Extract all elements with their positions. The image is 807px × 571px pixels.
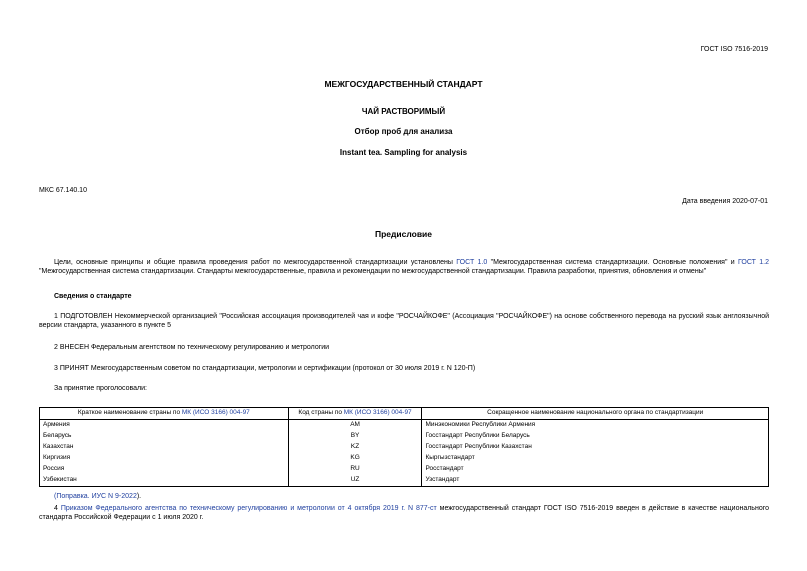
body-cell: Минэкономики Республики Армения (422, 420, 769, 432)
code-cell: KG (288, 453, 422, 464)
p1-text-c: "Межгосударственная система стандартизации. Стандарты межгосударственные, правила и рекомендации по межгосударственной стандартизации. Правила разработки, принятия, обновления и отмены" (39, 268, 707, 276)
body-cell: Госстандарт Республики Казахстан (422, 442, 769, 453)
table-row (40, 464, 769, 475)
standard-info-heading: Сведения о стандарте (54, 293, 132, 300)
preface-paragraph-adopted: 3 ПРИНЯТ Межгосударственным советом по стандартизации, метрологии и сертификации (протокол от 30 июля 2019 г. N 120-П) (54, 365, 476, 372)
amendment-note: (Поправка. ИУС N 9-2022). (54, 493, 142, 500)
mk-iso-link-1[interactable]: МК (ИСО 3166) 004-97 (181, 409, 250, 417)
code-cell: BY (288, 431, 422, 442)
col-header-body: Сокращенное наименование национального органа по стандартизации (422, 408, 769, 420)
standard-subtitle: Отбор проб для анализа (354, 127, 453, 136)
preface-paragraph-1 (39, 258, 769, 277)
table-header-row (40, 408, 769, 420)
standard-english-title: Instant tea. Sampling for analysis (339, 148, 468, 157)
code-cell: KZ (288, 442, 422, 453)
col-header-code: Код страны по МК (ИСО 3166) 004-97 (288, 408, 422, 420)
mk-iso-link-2[interactable]: МК (ИСО 3166) 004-97 (343, 409, 412, 417)
standard-type-title: МЕЖГОСУДАРСТВЕННЫЙ СТАНДАРТ (324, 79, 483, 89)
standard-name-title: ЧАЙ РАСТВОРИМЫЙ (361, 107, 446, 116)
document-id: ГОСТ ISO 7516-2019 (700, 46, 768, 53)
preface-paragraph-prepared: 1 ПОДГОТОВЛЕН Некоммерческой организацией "Российская ассоциация производителей чая и кофе "РОСЧАЙКОФЕ" (Ассоциация "РОСЧАЙКОФЕ") на основе собственного перевода на русский язык англоязычной версии стандарта, указанного в пункте 5 (39, 313, 769, 330)
p1-text-a: Цели, основные принципы и общие правила проведения работ по межгосударственной стандартизации установлены (54, 259, 457, 266)
body-cell: Росстандарт (422, 464, 769, 475)
country-cell: Казахстан (40, 442, 289, 453)
preface-paragraph-order: 4 Приказом Федерального агентства по техническому регулированию и метрологии от 4 октября 2019 г. N 877-ст межгосударственный стандарт ГОСТ ISO 7516-2019 введен в действие в качестве национального стандарта Российской Федерации с 1 июля 2020 г. (39, 505, 770, 522)
gost-1-2-link[interactable]: ГОСТ 1.2 (738, 259, 769, 266)
preface-heading: Предисловие (374, 229, 433, 239)
body-cell: Госстандарт Республики Беларусь (422, 431, 769, 442)
mks-code: МКС 67.140.10 (39, 187, 87, 194)
effective-date: Дата введения 2020-07-01 (682, 198, 768, 205)
body-cell: Узстандарт (422, 475, 769, 487)
order-link[interactable]: Приказом Федерального агентства по техническому регулированию и метрологии от 4 октября 2019 г. N 877-ст (60, 505, 437, 512)
country-cell: Киргизия (40, 453, 289, 464)
table-row (40, 442, 769, 453)
code-cell: AM (288, 420, 422, 432)
table-row (40, 431, 769, 442)
country-cell: Узбекистан (40, 475, 289, 487)
table-row (40, 453, 769, 464)
code-cell: RU (288, 464, 422, 475)
country-cell: Беларусь (40, 431, 289, 442)
p1-text-b: "Межгосударственная система стандартизации. Основные положения" и (487, 259, 738, 266)
code-cell: UZ (288, 475, 422, 487)
voting-states-table (39, 407, 769, 487)
gost-1-0-link[interactable]: ГОСТ 1.0 (456, 259, 488, 266)
preface-paragraph-introduced: 2 ВНЕСЕН Федеральным агентством по техническому регулированию и метрологии (54, 344, 330, 351)
preface-paragraph-voted: За принятие проголосовали: (54, 385, 147, 392)
col-header-country: Краткое наименование страны по МК (ИСО 3166) 004-97 (40, 408, 289, 420)
table-row (40, 475, 769, 487)
country-cell: Россия (40, 464, 289, 475)
body-cell: Кыргызстандарт (422, 453, 769, 464)
table-row (40, 420, 769, 432)
country-cell: Армения (40, 420, 289, 432)
amendment-link[interactable]: Поправка. ИУС N 9-2022 (56, 493, 137, 500)
